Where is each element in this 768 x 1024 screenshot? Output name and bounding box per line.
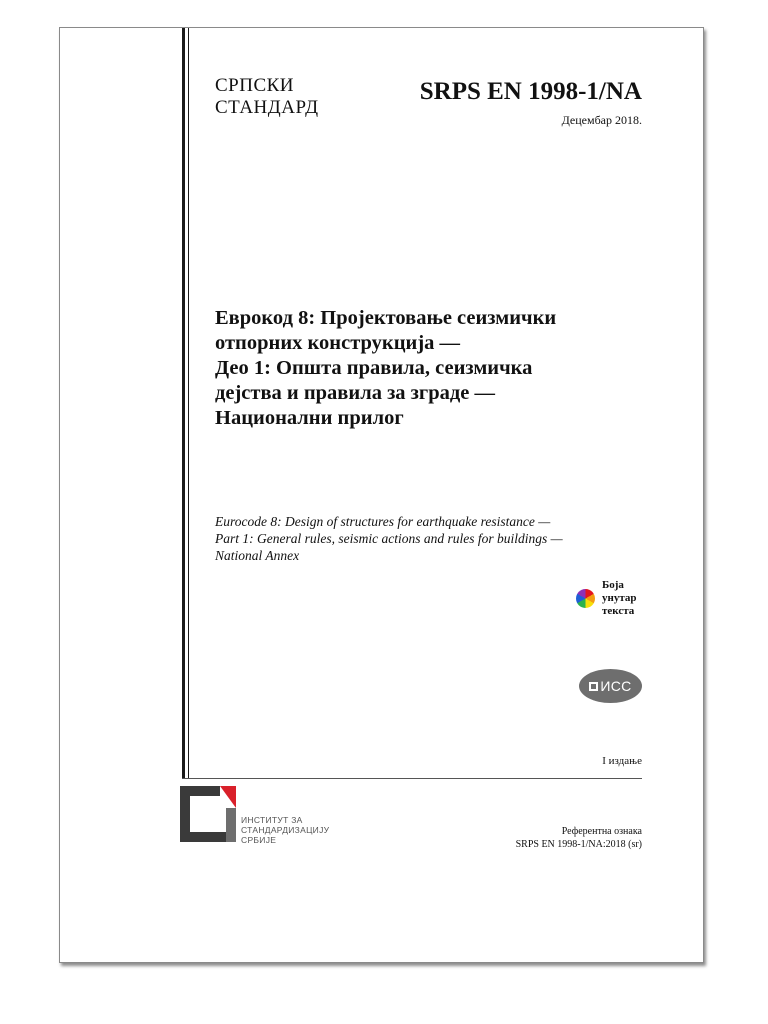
title-english (215, 513, 635, 564)
title-english-line: Eurocode 8: Design of structures for earthquake resistance — (215, 514, 551, 529)
document-page (59, 27, 704, 963)
logo-dark-frame (180, 786, 226, 842)
title-english-line: National Annex (215, 548, 300, 563)
title-serbian-line: Национални прилог (215, 407, 404, 429)
edition-label: I издање (602, 755, 642, 767)
color-wheel-icon (576, 589, 595, 608)
color-in-text-note (576, 579, 637, 618)
standard-label-line: СТАНДАРД (215, 97, 319, 118)
iss-logo-text: ИСС (600, 678, 632, 694)
institute-name-line: ИНСТИТУТ ЗА (241, 815, 303, 825)
iss-logo (579, 669, 642, 703)
reference-designation (516, 825, 642, 851)
logo-red-corner (220, 786, 236, 808)
iss-logo-square-icon (589, 682, 598, 691)
color-note-line: текста (602, 605, 635, 617)
logo-gray-side (226, 808, 236, 842)
iss-logo-content (589, 678, 631, 694)
reference-label: Референтна ознака (561, 826, 642, 837)
publication-date: Децембар 2018. (561, 113, 642, 127)
color-note-text (602, 579, 637, 618)
reference-value: SRPS EN 1998-1/NA:2018 (sr) (515, 839, 642, 850)
title-english-line: Part 1: General rules, seismic actions and rules for buildings — (215, 531, 563, 546)
title-serbian-line: дејства и правила за зграде — (215, 382, 495, 404)
standard-label-line: СРПСКИ (215, 75, 295, 96)
title-serbian (215, 306, 635, 431)
vertical-rule-thick (182, 28, 185, 778)
color-note-line: унутар (602, 592, 637, 604)
horizontal-rule (182, 778, 642, 779)
title-serbian-line: Део 1: Општа правила, сеизмичка (215, 357, 533, 379)
institute-logo-icon (180, 786, 236, 842)
institute-name-line: СТАНДАРДИЗАЦИЈУ (241, 825, 330, 835)
logo-inner-space (190, 796, 226, 832)
title-serbian-line: отпорних конструкција — (215, 332, 461, 354)
color-note-line: Боја (602, 579, 624, 591)
institute-name (241, 815, 329, 845)
standard-code: SRPS EN 1998-1/NA (419, 78, 642, 105)
institute-name-line: СРБИЈЕ (241, 835, 277, 845)
vertical-rule-thin (188, 28, 189, 778)
title-serbian-line: Еврокод 8: Пројектовање сеизмички (215, 307, 557, 329)
standard-label (215, 75, 319, 119)
